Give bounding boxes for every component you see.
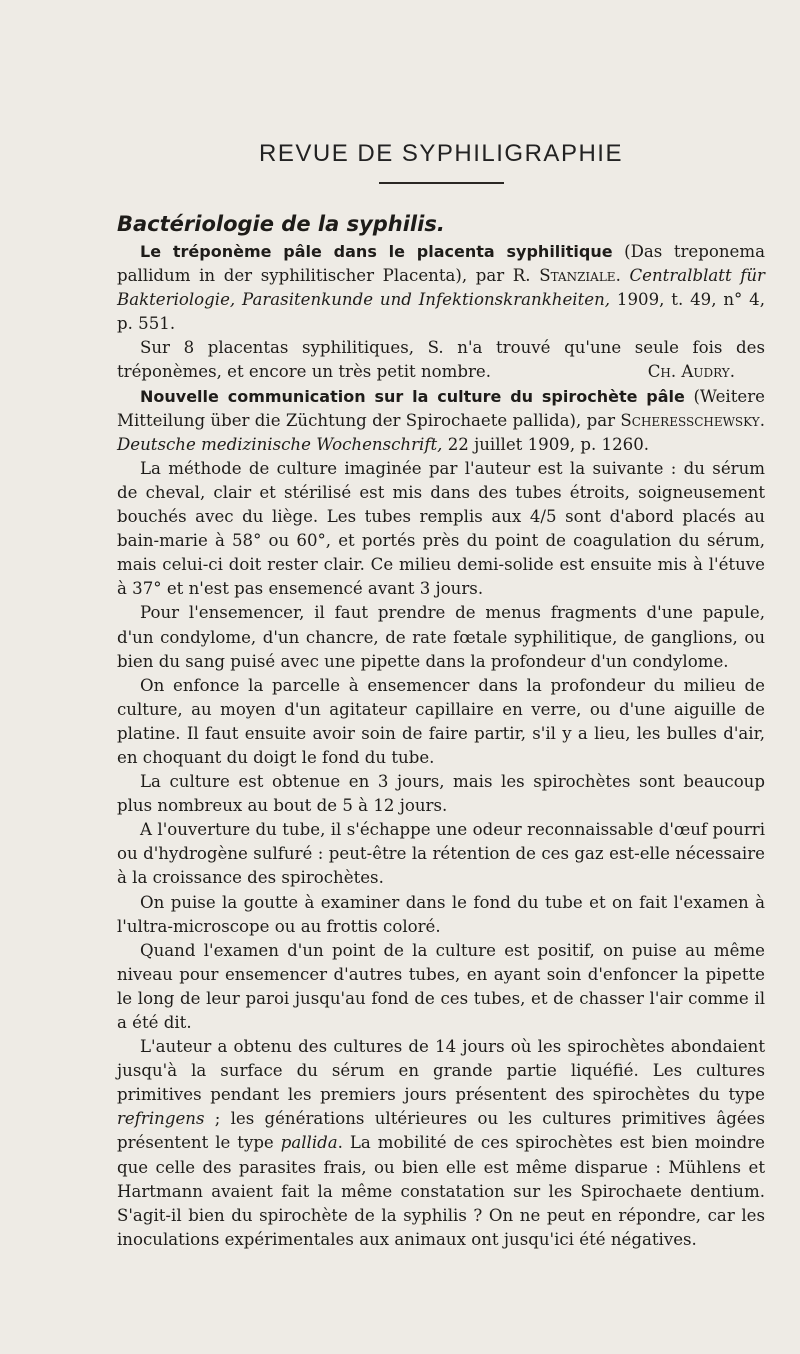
article2-journal: Deutsche medizinische Wochenschrift, [117, 434, 443, 454]
paragraph: Pour l'ensemencer, il faut prendre de menus fragments d'une papule, d'un condylome, d'un chancre, de rate fœtale syphilitique, de ganglions, ou bien du sang puisé avec une pipette dans la profondeur d'un condylome. [117, 603, 765, 671]
paragraph: La méthode de culture imaginée par l'auteur est la suivante : du sérum de cheval, clair et stérilisé est mis dans des tubes étroits, soigneusement bouchés avec du liège. Les tubes remplis aux 4/5 sont d'abord placés au bain-marie à 58° ou 60°, et portés près du point de coagulation du sérum, mais celui-ci doit rester clair. Ce milieu demi-solide est ensuite mis à l'étuve à 37° et n'est pas ensemencé avant 3 jours. [117, 458, 765, 599]
paragraph: On enfonce la parcelle à ensemencer dans la profondeur du milieu de culture, au moyen d'un agitateur capillaire en verre, ou d'une aiguille de platine. Il faut ensuite avoir soin de faire partir, s'il y a lieu, les bulles d'air, en choquant du doigt le fond du tube. [117, 675, 765, 767]
article1-title: Le tréponème pâle dans le placenta syphilitique [140, 242, 613, 261]
last-text-b: ; les générations ultérieures ou les cultures primitives âgées présentent le type [117, 1109, 765, 1153]
article2-author: Scheresschewsky [620, 410, 760, 430]
article1-sep: . [615, 266, 630, 286]
article1-body [117, 336, 765, 384]
paragraph: A l'ouverture du tube, il s'échappe une odeur reconnaissable d'œuf pourri ou d'hydrogène sulfuré : peut-être la rétention de ces gaz est-elle nécessaire à la croissance des spirochètes. [117, 820, 765, 888]
header-rule [379, 182, 504, 184]
article2-sep: . [759, 410, 765, 430]
paragraph: La culture est obtenue en 3 jours, mais les spirochètes sont beaucoup plus nombreux au bout de 5 à 12 jours. [117, 772, 765, 816]
article1-ref-end: 1909, t. 49, n° 4, p. 551. [117, 290, 766, 334]
article1-body-text: Sur 8 placentas syphilitiques, S. n'a trouvé qu'une seule fois des tréponèmes, et encore un très petit nombre. [117, 338, 765, 382]
section-title: Bactériologie de la syphilis. [117, 212, 445, 236]
page [117, 140, 765, 1252]
last-text-a: L'auteur a obtenu des cultures de 14 jours où les spirochètes abondaient jusqu'à la surface du sérum en grande partie liquéfié. Les cultures primitives pendant les premiers jours présentent des spirochètes du type [117, 1037, 765, 1105]
article1-ref-text: (Das treponema pallidum in der syphilitischer Placenta), par R. [117, 242, 766, 286]
paragraph: On puise la goutte à examiner dans le fond du tube et on fait l'examen à l'ultra-microscope ou au frottis coloré. [117, 892, 765, 936]
term-refringens: refringens [117, 1109, 205, 1129]
article1-author: Stanziale [539, 266, 616, 286]
article1-signature: Ch. Audry. [647, 362, 735, 382]
last-text-c: . La mobilité de ces spirochètes est bien moindre que celle des parasites frais, ou bien elle est même disparue : Mühlens et Hartmann avaient fait la même constatation sur les Spirochaete dentium. S'agit-il bien du spirochète de la syphilis ? On ne peut en répondre, car les inoculations expérimentales aux animaux ont jusqu'ici été négatives. [117, 1133, 766, 1249]
paragraph-last [117, 1035, 765, 1252]
article2-ref-text: (Weitere Mitteilung über die Züchtung der Spirochaete pallida), par [117, 386, 765, 430]
article2-title: Nouvelle communication sur la culture du spirochète pâle [140, 386, 685, 406]
term-pallida: pallida [280, 1133, 338, 1153]
article2-ref-end: 22 juillet 1909, p. 1260. [442, 434, 650, 454]
running-header: REVUE DE SYPHILIGRAPHIE [259, 140, 623, 167]
paragraph: Quand l'examen d'un point de la culture est positif, on puise au même niveau pour ensemencer d'autres tubes, en ayant soin d'enfoncer la pipette le long de leur paroi jusqu'au fond de ces tubes, et de chasser l'air comme il a été dit. [117, 940, 765, 1032]
article2-reference [117, 385, 765, 457]
article1-reference [117, 240, 765, 336]
article1-journal: Centralblatt für Bakteriologie, Parasitenkunde und Infektionskrankheiten, [117, 266, 765, 310]
